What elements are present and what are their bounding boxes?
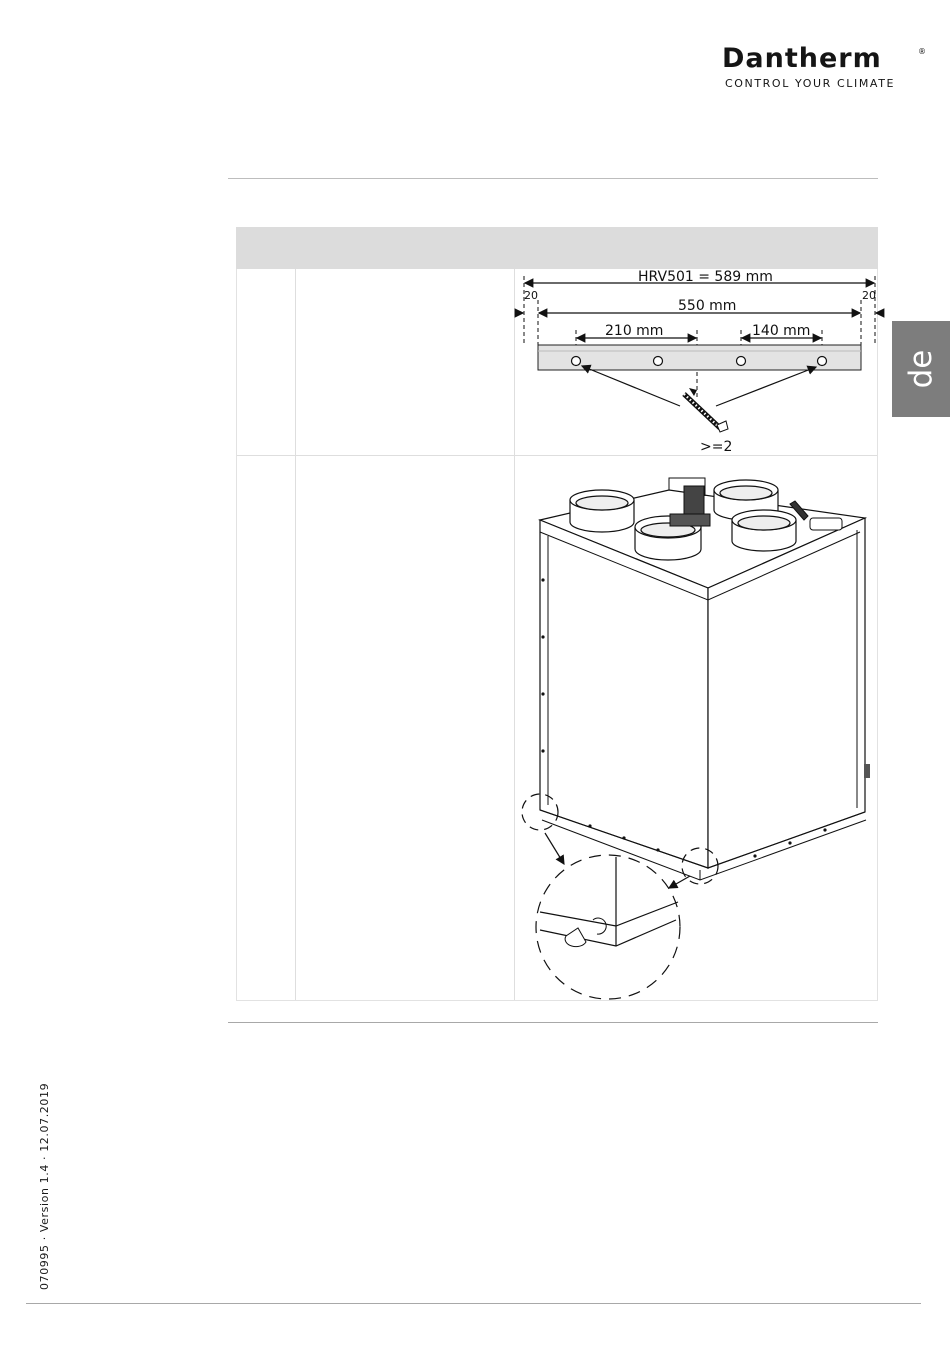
- left-spacing-label: 210 mm: [605, 323, 664, 339]
- right-spacing-label: 140 mm: [752, 323, 811, 339]
- language-tab-label: de: [903, 349, 939, 389]
- side-handle: [864, 764, 870, 778]
- inner-width-label: 550 mm: [678, 298, 737, 314]
- logo-registered-mark: ®: [918, 47, 926, 56]
- margin-left-label: 20: [524, 289, 538, 302]
- logo-wordmark: Dantherm: [722, 43, 882, 74]
- footer-divider: [26, 1303, 921, 1304]
- bottom-content-divider: [228, 1022, 878, 1023]
- logo-tagline: CONTROL YOUR CLIMATE: [725, 77, 896, 90]
- document-version: 070995 · Version 1.4 · 12.07.2019: [38, 1082, 51, 1290]
- total-width-label: HRV501 = 589 mm: [638, 269, 773, 285]
- margin-right-label: 20: [862, 289, 876, 302]
- screw-count-label: >=2: [700, 439, 733, 455]
